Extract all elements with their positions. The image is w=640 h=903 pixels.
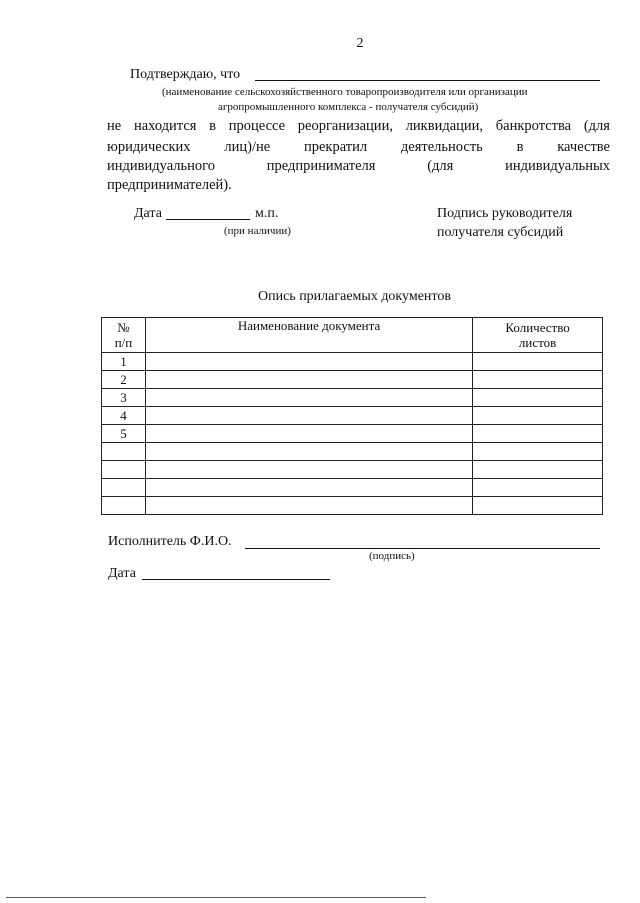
stamp-label: м.п. bbox=[255, 206, 279, 221]
table-row bbox=[102, 389, 603, 407]
header-document-name: Наименование документа bbox=[145, 318, 472, 353]
table-row bbox=[102, 425, 603, 443]
header-number-line1: № bbox=[117, 320, 130, 335]
sheet-count-cell bbox=[473, 461, 603, 479]
statement-word: индивидуального bbox=[107, 158, 215, 174]
document-name-cell bbox=[145, 461, 472, 479]
executor-signature-line bbox=[245, 534, 600, 549]
statement-line-2 bbox=[107, 139, 610, 156]
document-name-cell bbox=[145, 353, 472, 371]
table-row bbox=[102, 479, 603, 497]
table-header-row bbox=[102, 318, 603, 353]
statement-word: предпринимателя bbox=[266, 158, 376, 174]
row-number bbox=[102, 497, 146, 515]
row-number: 2 bbox=[102, 371, 146, 389]
statement-word: качестве bbox=[557, 139, 610, 155]
document-name-cell bbox=[145, 371, 472, 389]
document-name-cell bbox=[145, 497, 472, 515]
header-sheet-count bbox=[473, 318, 603, 353]
row-number bbox=[102, 461, 146, 479]
statement-line-4: предпринимателей). bbox=[107, 177, 232, 193]
statement-word: (для bbox=[583, 118, 610, 134]
sheet-count-cell bbox=[473, 389, 603, 407]
footer-divider bbox=[6, 897, 426, 898]
inventory-title: Опись прилагаемых документов bbox=[258, 289, 451, 304]
table-row bbox=[102, 497, 603, 515]
signature-label-line2: получателя субсидий bbox=[437, 225, 564, 240]
row-number: 4 bbox=[102, 407, 146, 425]
table-row bbox=[102, 353, 603, 371]
header-count-line2: листов bbox=[518, 335, 557, 350]
statement-word: банкротства bbox=[495, 118, 572, 134]
confirm-label: Подтверждаю, что bbox=[130, 67, 241, 82]
table-row bbox=[102, 443, 603, 461]
sheet-count-cell bbox=[473, 425, 603, 443]
statement-word: в bbox=[209, 118, 217, 134]
sheet-count-cell bbox=[473, 479, 603, 497]
row-number bbox=[102, 443, 146, 461]
organization-caption-line2: агропромышленного комплекса - получателя субсидий) bbox=[218, 101, 479, 113]
statement-word: не bbox=[107, 118, 122, 134]
statement-word: (для bbox=[427, 158, 454, 174]
statement-line-3 bbox=[107, 158, 610, 175]
executor-date-line bbox=[142, 566, 330, 580]
statement-word: юридических bbox=[107, 139, 191, 155]
stamp-note: (при наличии) bbox=[224, 225, 291, 237]
header-number-line2: п/п bbox=[114, 335, 133, 350]
sheet-count-cell bbox=[473, 371, 603, 389]
sheet-count-cell bbox=[473, 443, 603, 461]
row-number: 5 bbox=[102, 425, 146, 443]
document-name-cell bbox=[145, 479, 472, 497]
document-name-cell bbox=[145, 443, 472, 461]
table-row bbox=[102, 461, 603, 479]
date-blank-line bbox=[166, 206, 250, 220]
statement-word: ликвидации, bbox=[405, 118, 484, 134]
document-name-cell bbox=[145, 425, 472, 443]
row-number: 1 bbox=[102, 353, 146, 371]
statement-word: прекратил bbox=[303, 139, 368, 155]
page-number: 2 bbox=[356, 36, 364, 51]
row-number bbox=[102, 479, 146, 497]
statement-word: в bbox=[516, 139, 524, 155]
inventory-table bbox=[101, 317, 603, 515]
statement-word: индивидуальных bbox=[505, 158, 610, 174]
statement-word: реорганизации, bbox=[297, 118, 393, 134]
sheet-count-cell bbox=[473, 497, 603, 515]
sheet-count-cell bbox=[473, 407, 603, 425]
document-name-cell bbox=[145, 407, 472, 425]
executor-date-label: Дата bbox=[108, 566, 136, 581]
sheet-count-cell bbox=[473, 353, 603, 371]
header-count-line1: Количество bbox=[505, 320, 570, 335]
statement-word: деятельность bbox=[400, 139, 483, 155]
signature-label-line1: Подпись руководителя bbox=[437, 206, 573, 221]
date-label: Дата bbox=[134, 206, 162, 221]
statement-word: лиц)/не bbox=[224, 139, 271, 155]
statement-word: процессе bbox=[228, 118, 286, 134]
executor-label: Исполнитель Ф.И.О. bbox=[108, 534, 232, 549]
table-row bbox=[102, 371, 603, 389]
table-row bbox=[102, 407, 603, 425]
statement-word: находится bbox=[133, 118, 197, 134]
organization-caption-line1: (наименование сельскохозяйственного товаропроизводителя или организации bbox=[162, 86, 528, 98]
row-number: 3 bbox=[102, 389, 146, 407]
signature-caption: (подпись) bbox=[369, 550, 415, 562]
statement-line-1 bbox=[107, 118, 610, 135]
organization-name-line bbox=[255, 66, 600, 81]
header-number bbox=[102, 318, 146, 353]
document-name-cell bbox=[145, 389, 472, 407]
